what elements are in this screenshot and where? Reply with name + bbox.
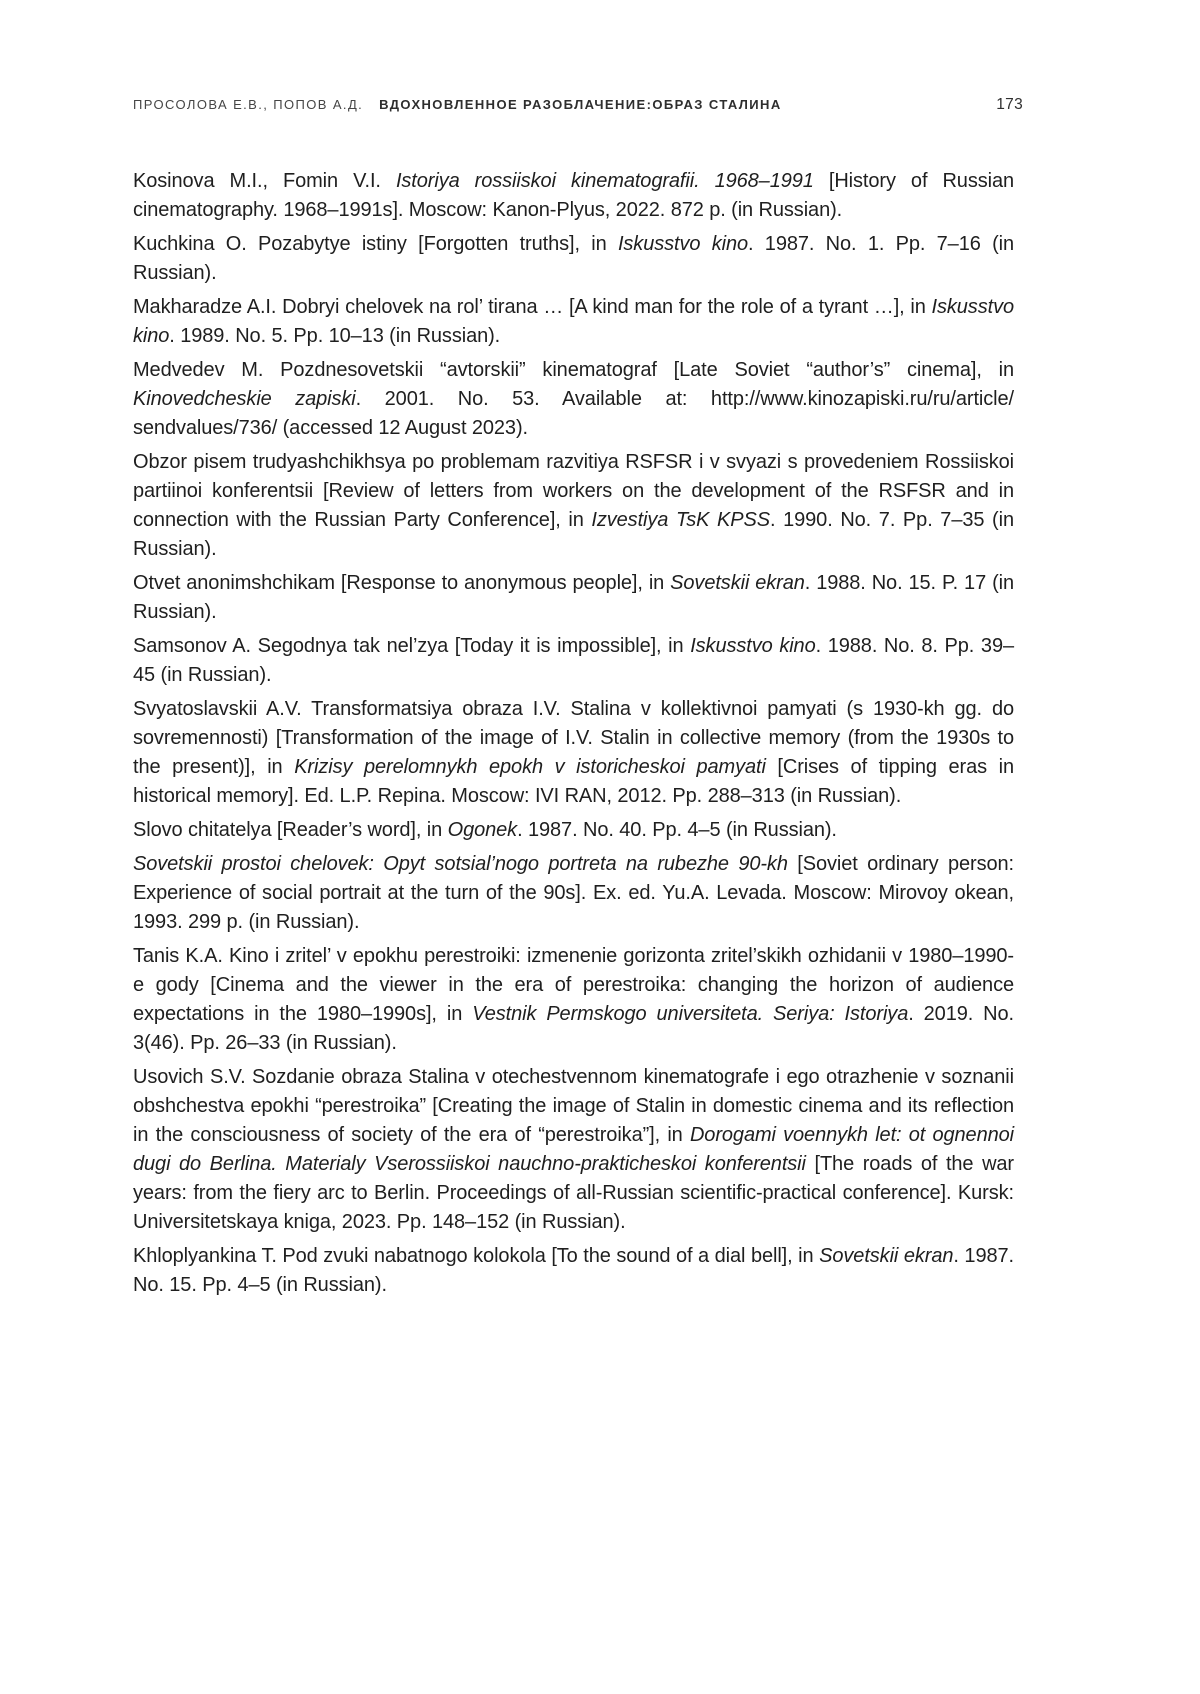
- reference-entry: Usovich S.V. Sozdanie obraza Stalina v otechestvennom kinematografe i ego otrazhenie v soznanii obshchestva epokhi “perestroika” [Creating the image of Stalin in domestic cinema and its reflection in the consciousness of society of the era of “perestroika”], in Dorogami voennykh let: ot ognennoi dugi do Berlina. Materialy Vserossiiskoi nauchno-prakticheskoi konferentsii [The roads of the war years: from the fiery arc to Berlin. Proceedings of all-Russian scientific-practical conference]. Kursk: Universitetskaya kniga, 2023. Pp. 148–152 (in Russian).: [133, 1066, 1014, 1233]
- reference-entry: Slovo chitatelya [Reader’s word], in Ogonek. 1987. No. 40. Pp. 4–5 (in Russian).: [133, 819, 837, 841]
- page-number: 173: [996, 96, 1023, 113]
- header-authors: ПРОСОЛОВА Е.В., ПОПОВ А.Д.: [133, 97, 364, 112]
- running-head: [133, 96, 1023, 114]
- reference-entry: Obzor pisem trudyashchikhsya po problemam razvitiya RSFSR i v svyazi s provedeniem Rossiiskoi partiinoi konferentsii [Review of letters from workers on the development of the RSFSR and in connection with the Russian Party Conference], in Izvestiya TsK KPSS. 1990. No. 7. Pp. 7–35 (in Russian).: [133, 451, 1014, 560]
- reference-entry: Khloplyankina T. Pod zvuki nabatnogo kolokola [To the sound of a dial bell], in Sovetskii ekran. 1987. No. 15. Pp. 4–5 (in Russian).: [133, 1245, 1014, 1296]
- reference-entry: Otvet anonimshchikam [Response to anonymous people], in Sovetskii ekran. 1988. No. 15. P. 17 (in Russian).: [133, 572, 1014, 623]
- reference-entry: Medvedev M. Pozdnesovetskii “avtorskii” kinematograf [Late Soviet “author’s” cinema], in Kinovedcheskie zapiski. 2001. No. 53. Available at: http://www.kinozapiski.ru/ru/article/​sendvalues/736/ (accessed 12 August 2023).: [133, 359, 1014, 439]
- reference-entry: Kosinova M.I., Fomin V.I. Istoriya rossiiskoi kinematografii. 1968–1991 [History of Russian cinematography. 1968–1991s]. Moscow: Kanon-Plyus, 2022. 872 p. (in Russian).: [133, 170, 1015, 221]
- running-head-text: [133, 97, 782, 112]
- reference-entry: Makharadze A.I. Dobryi chelovek na rol’ tirana … [A kind man for the role of a tyrant …], in Iskusstvo kino. 1989. No. 5. Pp. 10–13 (in Russian).: [133, 296, 1014, 347]
- reference-entry: Sovetskii prostoi chelovek: Opyt sotsial’nogo portreta na rubezhe 90-kh [Soviet ordinary person: Experience of social portrait at the turn of the 90s]. Ex. ed. Yu.A. Levada. Moscow: Mirovoy okean, 1993. 299 p. (in Russian).: [133, 853, 1014, 933]
- reference-entry: Tanis K.A. Kino i zritel’ v epokhu perestroiki: izmenenie gorizonta zritel’skikh ozhidanii v 1980–1990-e gody [Cinema and the viewer in the era of perestroika: changing the horizon of audience expectations in the 1980–1990s], in Vestnik Permskogo universiteta. Seriya: Istoriya. 2019. No. 3(46). Pp. 26–33 (in Russian).: [133, 945, 1014, 1054]
- reference-entry: Kuchkina O. Pozabytye istiny [Forgotten truths], in Iskusstvo kino. 1987. No. 1. Pp. 7–16 (in Russian).: [133, 233, 1014, 284]
- references-list: [133, 167, 1014, 1305]
- reference-entry: Svyatoslavskii A.V. Transformatsiya obraza I.V. Stalina v kollektivnoi pamyati (s 1930-kh gg. do sovremennosti) [Transformation of the image of I.V. Stalin in collective memory (from the 1930s to the present)], in Krizisy perelomnykh epokh v istoricheskoi pamyati [Crises of tipping eras in historical memory]. Ed. L.P. Repina. Moscow: IVI RAN, 2012. Pp. 288–313 (in Russian).: [133, 698, 1014, 807]
- reference-entry: Samsonov A. Segodnya tak nel’zya [Today it is impossible], in Iskusstvo kino. 1988. No. 8. Pp. 39– 45 (in Russian).: [133, 635, 1014, 686]
- header-article-title: ВДОХНОВЛЕННОЕ РАЗОБЛАЧЕНИЕ:ОБРАЗ СТАЛИНА: [379, 97, 782, 112]
